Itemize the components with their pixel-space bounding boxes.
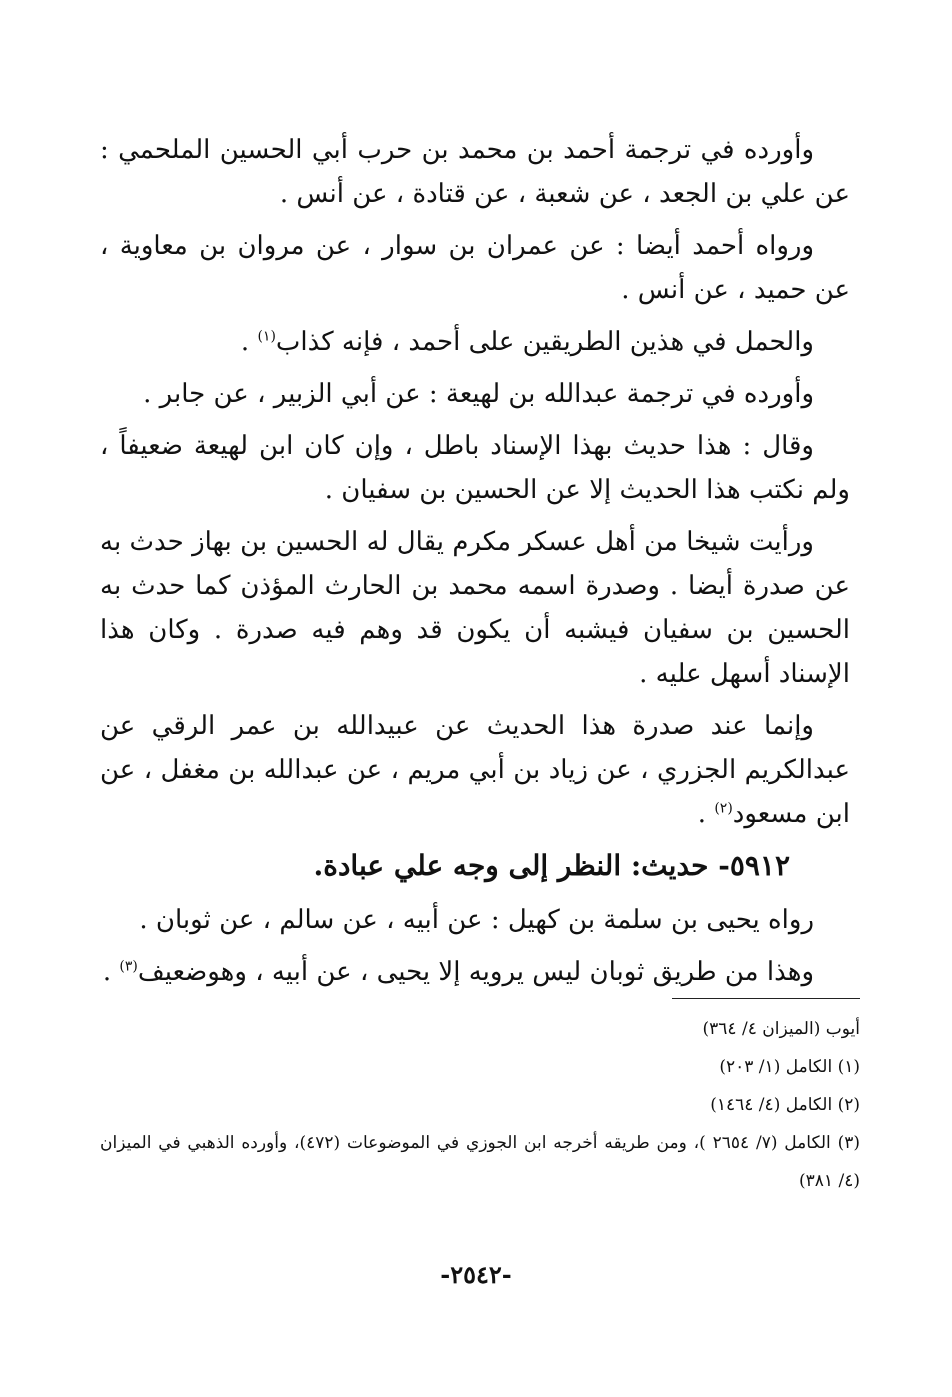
footnote-item: أيوب (الميزان ٤/ ٣٦٤) — [702, 1019, 860, 1039]
paragraph: وإنما عند صدرة هذا الحديث عن عبيدالله بن عمر الرقي عن عبدالكريم الجزري ، عن زياد بن أبي مريم ، عن عبدالله بن مغفل ، عن ابن مسعود$^{(٢)}$ . — [100, 711, 850, 829]
paragraph: وأورده في ترجمة أحمد بن محمد بن حرب أبي الحسين الملحمي : عن علي بن الجعد ، عن شعبة ، عن قتادة ، عن أنس . — [100, 135, 850, 209]
footnote-ref: (١) — [257, 328, 276, 345]
page-number: -٢٥٤٢- — [440, 1260, 512, 1289]
hadith-heading: ٥٩١٢- حديث: النظر إلى وجه علي عبادة. — [313, 849, 790, 882]
paragraph: رواه يحيى بن سلمة بن كهيل : عن أبيه ، عن سالم ، عن ثوبان . — [139, 905, 814, 935]
footnote-item: (١) الكامل (١/ ٢٠٣) — [719, 1057, 860, 1077]
paragraph: والحمل في هذين الطريقين على أحمد ، فإنه كذاب$^{(١)}$ . — [240, 327, 814, 357]
paragraph: ورواه أحمد أيضا : عن عمران بن سوار ، عن مروان بن معاوية ، عن حميد ، عن أنس . — [100, 231, 850, 305]
footnote-ref: (٢) — [714, 800, 733, 817]
paragraph: وقال : هذا حديث بهذا الإسناد باطل ، وإن كان ابن لهيعة ضعيفاً ، ولم نكتب هذا الحديث إلا عن الحسين بن سفيان . — [100, 431, 850, 505]
footnote-ref: (٣) — [119, 958, 138, 975]
paragraph: وأورده في ترجمة عبدالله بن لهيعة : عن أبي الزبير ، عن جابر . — [143, 379, 814, 409]
main-text — [100, 128, 850, 1002]
footnote-item: (٣) الكامل (٧/ ٢٦٥٤ )، ومن طريقه أخرجه ابن الجوزي في الموضوعات (٤٧٢)، وأورده الذهبي في الميزان (٤/ ٣٨١) — [100, 1133, 860, 1191]
paragraph: ورأيت شيخا من أهل عسكر مكرم يقال له الحسين بن بهاز حدث به عن صدرة أيضا . وصدرة اسمه محمد بن الحارث المؤذن كما حدث به الحسين بن سفيان فيشبه أن يكون قد وهم فيه صدرة . وكان هذا الإسناد أسهل عليه . — [100, 527, 850, 689]
footnote-divider — [672, 998, 860, 999]
footnotes — [100, 1010, 860, 1200]
footnote-item: (٢) الكامل (٤/ ١٤٦٤) — [710, 1095, 860, 1115]
paragraph: وهذا من طريق ثوبان ليس يرويه إلا يحيى ، عن أبيه ، وهوضعيف$^{(٣)}$ . — [102, 957, 814, 987]
